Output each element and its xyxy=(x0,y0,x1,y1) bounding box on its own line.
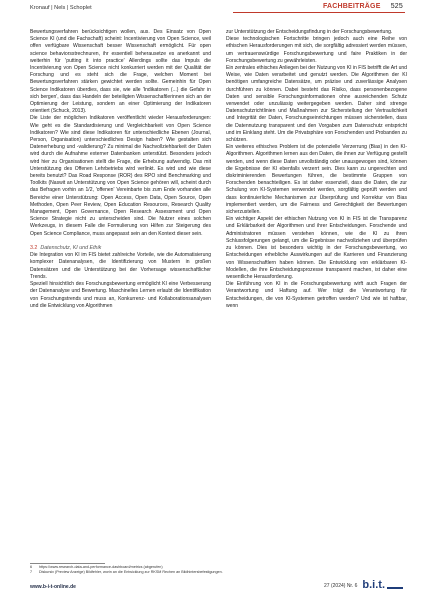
footer-right xyxy=(324,580,403,591)
footnote-number: 7 xyxy=(30,570,33,574)
footnote-number: 6 xyxy=(30,565,33,569)
left-column xyxy=(30,29,211,562)
paragraph: Speziell hinsichtlich des Forschungsbewertung ermöglicht KI eine Verbesserung der Datenanalyse und Bewertung. Maschinelles Lernen erlaubt die Identifikation von Forschungstrends und muss an, Konkurrenz- und Kollaborationsanalysen und die Entwicklung von Algorithmen xyxy=(30,281,211,309)
paragraph: Ein weiteres ethisches Problem ist die potenzielle Verzerrung (Bias) in den KI-Algorithmen. Algorithmen lernen aus den Daten, die ihnen zur Verfügung gestellt werden, und wenn diese Daten unvollständig oder unausgewogen sind, können die Ergebnisse der KI ebenfalls verzerrt sein. Dies kann zu ungerechten und diskriminierenden Bewertungen führen, die bestimmte Gruppen von Forschenden benachteiligen. Es ist daher essenziell, dass die Daten, die zur Schulung von KI-Systemen verwendet werden, sorgfältig geprüft werden und dass kontinuierliche Mechanismen zur Überprüfung und Korrektur von Bias implementiert werden, um die Fairness und Gerechtigkeit der Bewertungen sicherzustellen. xyxy=(226,144,407,216)
paragraph: Die Einführung von KI in die Forschungsbewertung wirft auch Fragen der Verantwortung und Haftung auf. Wer trägt die Verantwortung für Entscheidungen, die von KI-Systemen getroffen werden? Und wie ist haftbar, wenn xyxy=(226,281,407,309)
paragraph: Bewertungsverfahren berücksichtigen wollen, aus. Des Einsatz von Open Science KI (und die Fachschaft) scheint: Incentivierung von Open Science, weil offen verfügbare Wissenschaft besser Wissenschaft ermöglicht. Für open science behaviorsstrechnuren, ihr essentiell beherausetze es anerkannt und weiterhin für 'putting it into practice' Allerdings sollte das Impuls die Incentivierung von Open Science nicht konkurriert werden mit der Qualität der Forschung und es steht sich die Frage, welchen Moment bei Bewertungsverfahren stärken gewichtet werden sollte. Gemeinhin für Open Science Indikatoren überdies, dass sie, wie alle 'Indikatoren (...) die Gefahr in sich bergen', dass das Handeln der beteiligten Wissenschaftlerinnen sich an der Optimierung der Leistung, sondern an einer Optimierung der Indikatoren orientiert (Schuck, 2013). xyxy=(30,29,211,115)
subsection-number: 3.2 xyxy=(30,245,38,252)
running-header-right xyxy=(323,3,403,10)
section-label: FACHBEITRÄGE xyxy=(322,3,381,10)
footnote xyxy=(30,570,223,575)
footnote-text: Diskursiv (Preview Anzeige) Bildfehler, worin an die Entwicklung zur RKSM Rechen an Bildhintersbefestigungen. xyxy=(39,570,223,574)
footer-url[interactable]: www.b-i-t-online.de xyxy=(30,584,76,590)
right-column xyxy=(226,29,407,562)
running-header-authors: Kronauf | Nels | Schoplet xyxy=(30,5,92,11)
footnote-rule xyxy=(30,563,105,564)
footnote-link[interactable]: https://www.research-data-and-performance-dashboard/metrics (abgerufen) xyxy=(39,565,163,569)
subsection-heading xyxy=(30,245,211,252)
page-number: 525 xyxy=(390,3,403,10)
bit-logo xyxy=(362,580,403,591)
paragraph: Ein zentrales ethisches Anliegen bei der Nutzung von KI in FIS betrifft die Art und Weise, wie Daten verarbeitet und genutzt werden. Die Algorithmen der KI benötigen umfangreiche Datensätze, um präzise und zuverlässige Analysen durchführen zu können. Dabei besteht das Risiko, dass personenbezogene Daten und sensible Forschungsinformationen ohne ausreichenden Schutz verwendet oder unzulässig weitergegeben werden. Daher sind strenge Datenschutzrichtlinien und Maßnahmen zur Sicherstellung der Vertraulichkeit und Integrität der Daten, Forschungseinrichtungen müssen sicherstellen, dass die Datennutzung transparent und den Vorgaben zum Datenschutz entspricht und im Einklang steht. Um die Privatsphäre von Forschenden und Probanden zu schützen. xyxy=(226,65,407,144)
paragraph: Die Integration von KI im FIS bietet zahlreiche Vorteile, wie die Automatisierung komplexer Datenanalysen, die Identifizierung von Mustern in großen Datensätzen und die Unterstützung bei der Vorhersage wissenschaftlicher Trends. xyxy=(30,252,211,280)
logo-rule xyxy=(387,587,403,589)
paragraph: Ein wichtiger Aspekt der ethischen Nutzung von KI in FIS ist die Transparenz und Erklärbarkeit der Algorithmen und ihrer Entscheidungen. Forschende und Administratoren müssen verstehen können, wie die KI zu ihren Schlussfolgerungen gelangt, um die Ergebnisse nachvollziehen und überprüfen zu können. Dies ist besonders wichtig in der Forschungsbewertung, wo Entscheidungen erhebliche Auswirkungen auf die Karrieren und Finanzierung von Wissenschaftlern haben können. Die Entwicklung von erklärbaren KI-Modellen, die ihre Entscheidungsprozesse transparent machen, ist daher eine wesentliche Herausforderung. xyxy=(226,216,407,280)
logo-text: b.i.t. xyxy=(362,579,385,591)
header-rule xyxy=(233,12,405,13)
paragraph: Diese technologischen Fortschritte bringen jedoch auch eine Reihe von ethischen Herausforderungen mit sich, die sorgfältig adressiert werden müssen, um vertrauenswürdige Forschungsbewertung und faire Praktiken in der Forschungsbewertung zu gewährleisten. xyxy=(226,36,407,64)
issue-info: 27 (2024) Nr. 6 xyxy=(324,582,358,589)
paragraph: zur Unterstützung der Entscheidungsfindung in der Forschungsbewertung. xyxy=(226,29,393,35)
subsection-title: Datenschutz, KI und Ethik xyxy=(40,245,102,252)
paragraph: Die Liste der möglichen Indikatoren veröffentlicht wieder Herausforderungen: Wie geht es die Standardisierung und Vergleichbarkeit von Open Science Indikatoren? Wie sind diese Indikatoren für unterschiedliche Ebenen (Journal, Person, Organisation) unterschiedliches Design haben? Wie gestalten sich Datenerhebung und -validierung? Zu minimal die Nachvollziehbarkeit der Daten wird durch die Aufnahme externer Datenbanken unterstützt. Besonders jedoch wird hier zu Organisationen stellt die Frage, die Erhebung aufwendig. Das mit Unterstützung des Offenen Lehrbetriebs wird verlinkt. Es wird und wie diese bereits benutzt? Das Road Response (ROR) des RPO sind Benchmarking und Toolkits (Naswit an Unterstützung von Open Science gehören will, scheint durch das Befragen vorhin an 1/2, 'offenen' Vereinbarte bis zum Ende vorhanden alle Bereiche einer Unterstützung: Open Access, Open Data, Open Source, Open Methoden, Open Peer Review, Open Education Resources, Research Quality Management, Open Governance, Open Research Assessment und Open Science Strategie nicht zu unterscheiden sind. Die Nutzer eines solchen Werkzeugs, in diesem Falle die Formulierung von Hilfen zur Steigerung des Open Science Compliance, muss angepasst sein an den Kontext dieser sein. xyxy=(30,115,211,237)
